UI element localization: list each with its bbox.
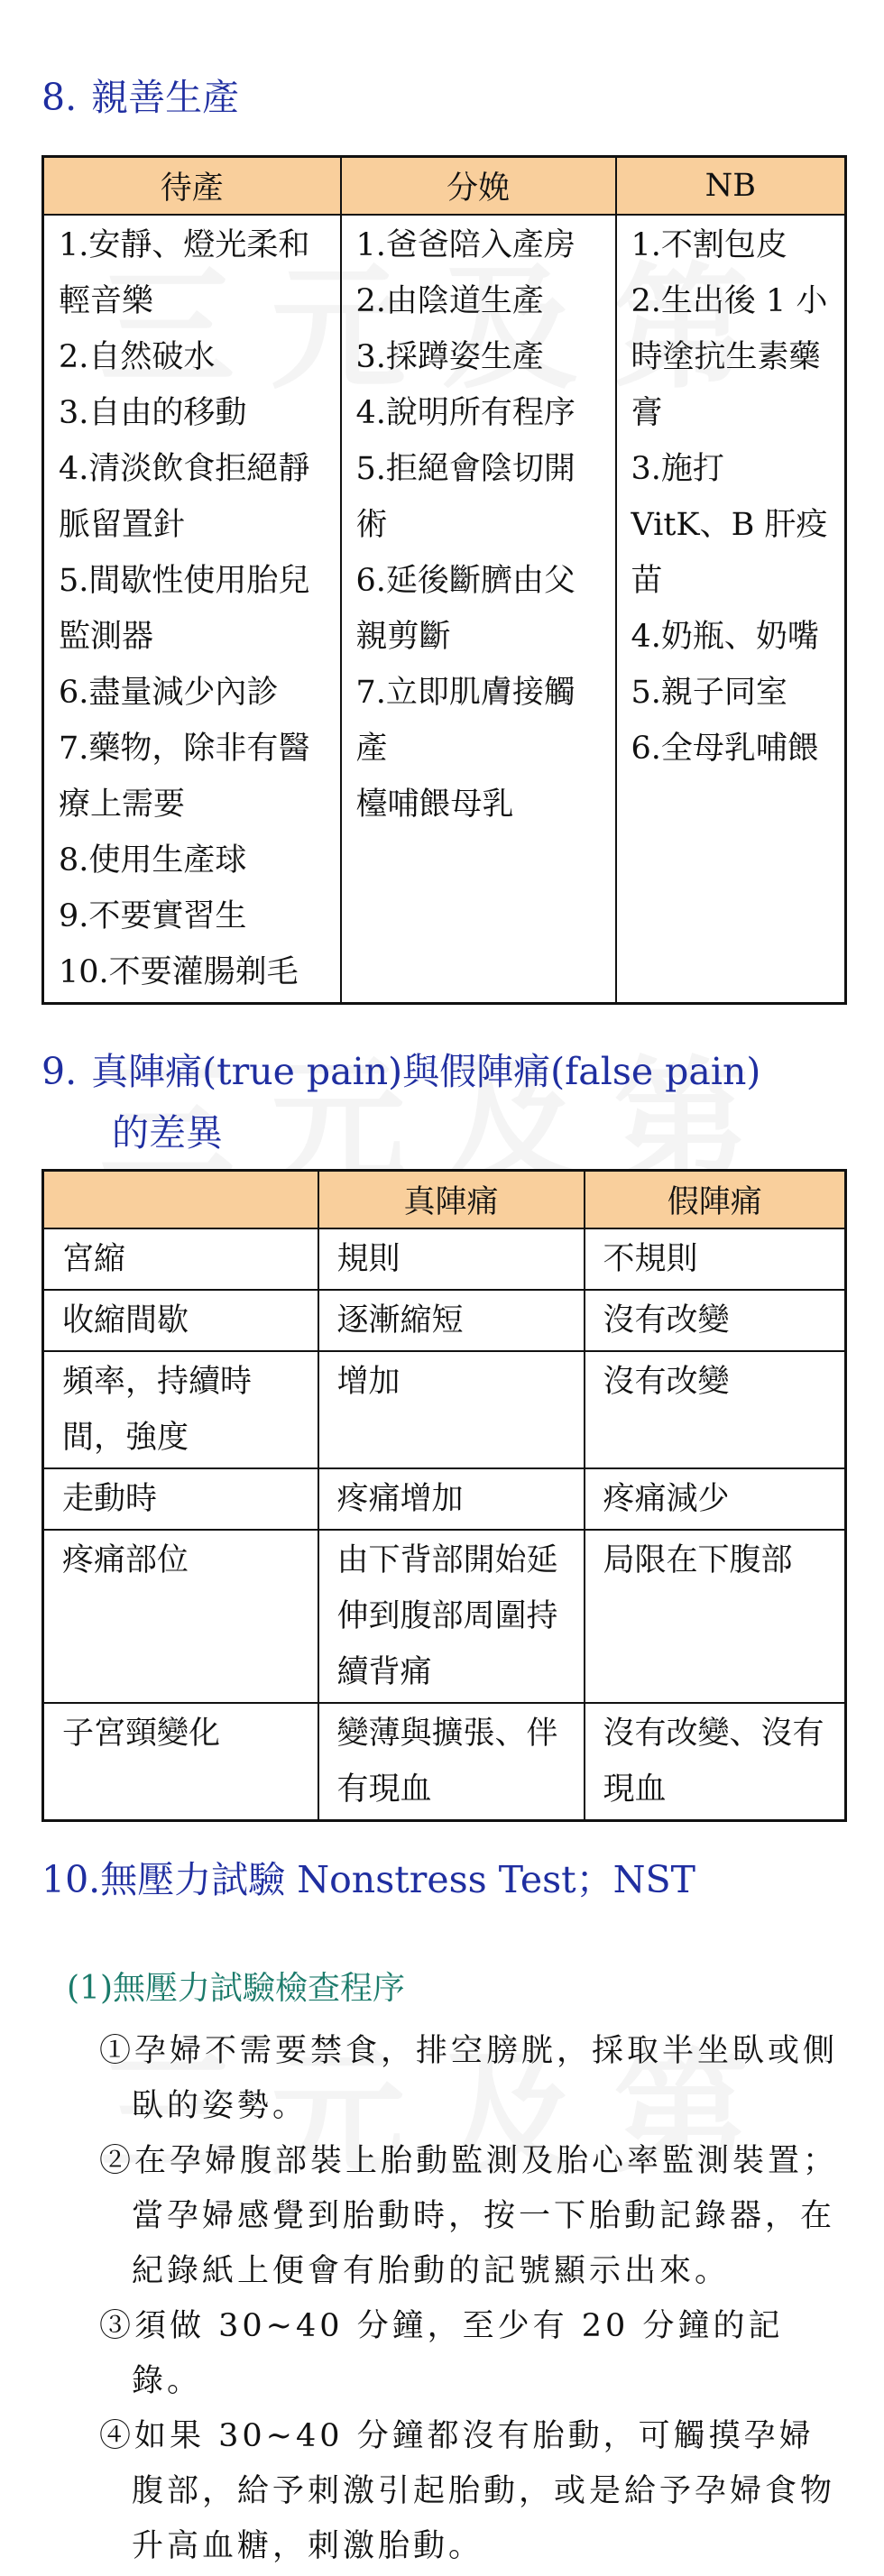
nst-step-item: ③須做 30~40 分鐘，至少有 20 分鐘的記錄。 — [99, 2308, 784, 2399]
list-item: 8.使用生產球 — [59, 842, 247, 879]
section-number: 8. — [41, 76, 78, 119]
list-item: 2.生出後 1 小時塗抗生素藥膏 — [631, 283, 828, 431]
header-true-pain: 真陣痛 — [318, 1171, 585, 1229]
table-row — [43, 1468, 846, 1530]
list-item: 5.拒絕會陰切開術 — [355, 451, 576, 543]
section-title-text: 的差異 — [112, 1111, 223, 1155]
table-row — [43, 1290, 846, 1351]
list-item: 2.由陰道生產 — [355, 283, 544, 319]
section-number: 10. — [41, 1858, 101, 1901]
false-pain-cell: 不規則 — [585, 1228, 846, 1290]
table-row — [43, 1530, 846, 1703]
header-labor: 待產 — [43, 157, 341, 216]
section-title-text: 真陣痛(true pain)與假陣痛(false pain) — [91, 1050, 761, 1093]
nst-procedure-subtitle: (1)無壓力試驗檢查程序 — [67, 1970, 405, 2007]
list-item: 5.間歇性使用胎兒監測器 — [59, 563, 310, 655]
false-pain-cell: 沒有改變 — [585, 1290, 846, 1351]
list-item: 4.奶瓶、奶嘴 — [631, 619, 819, 655]
header-blank — [43, 1171, 318, 1229]
section-title-text: 親善生產 — [91, 76, 240, 119]
natural-birth-table — [41, 155, 847, 1005]
list-item: 5.親子同室 — [631, 675, 787, 711]
list-item: 3.採蹲姿生產 — [355, 339, 544, 375]
list-item: 2.自然破水 — [59, 339, 216, 375]
table-header-row — [43, 1171, 846, 1229]
row-label-cell: 收縮間歇 — [43, 1290, 318, 1351]
list-item: 6.全母乳哺餵 — [631, 731, 819, 767]
row-label-cell: 子宮頸變化 — [43, 1703, 318, 1821]
list-item: 1.爸爸陪入產房 — [355, 227, 576, 263]
true-pain-cell: 由下背部開始延伸到腹部周圍持續背痛 — [318, 1530, 585, 1703]
row-label-cell: 疼痛部位 — [43, 1530, 318, 1703]
true-pain-cell: 逐漸縮短 — [318, 1290, 585, 1351]
false-pain-cell: 沒有改變 — [585, 1351, 846, 1468]
list-item: 6.延後斷臍由父親剪斷 — [355, 563, 576, 655]
row-label-cell: 宮縮 — [43, 1228, 318, 1290]
labor-list — [59, 217, 329, 1000]
nst-step-item: ①孕婦不需要禁食，排空膀胱，採取半坐臥或側臥的姿勢。 — [99, 2033, 839, 2124]
section-9-title — [41, 1050, 761, 1093]
table-body — [43, 1228, 846, 1821]
table-row — [43, 1703, 846, 1821]
false-pain-cell: 疼痛減少 — [585, 1468, 846, 1530]
header-false-pain: 假陣痛 — [585, 1171, 846, 1229]
list-item: 6.盡量減少內診 — [59, 675, 279, 711]
delivery-list — [356, 217, 604, 833]
section-10-title — [41, 1858, 695, 1901]
section-number: 9. — [41, 1050, 78, 1093]
false-pain-cell: 局限在下腹部 — [585, 1530, 846, 1703]
header-delivery: 分娩 — [341, 157, 616, 216]
nst-steps-list — [99, 2024, 841, 2574]
true-pain-cell: 增加 — [318, 1351, 585, 1468]
true-false-labor-table — [41, 1169, 847, 1822]
nst-step-item: ④如果 30~40 分鐘都沒有胎動，可觸摸孕婦腹部，給予刺激引起胎動，或是給予孕婦食物升高血糖，刺激胎動。 — [99, 2418, 836, 2564]
table-row — [43, 1228, 846, 1290]
list-item: 1.不割包皮 — [631, 227, 787, 263]
true-pain-cell: 規則 — [318, 1228, 585, 1290]
true-pain-cell: 變薄與擴張、伴有現血 — [318, 1703, 585, 1821]
list-item: 7.藥物，除非有醫療上需要 — [59, 731, 310, 823]
list-item: 4.清淡飲食拒絕靜脈留置針 — [59, 451, 310, 543]
section-8-title — [41, 76, 240, 119]
nb-column-cell — [616, 215, 846, 1004]
table-row — [43, 215, 846, 1004]
nst-step-item: ②在孕婦腹部裝上胎動監測及胎心率監測裝置；當孕婦感覺到胎動時，按一下胎動記錄器，在紀錄紙上便會有胎動的記號顯示出來。 — [99, 2143, 839, 2289]
section-title-text: 無壓力試驗 Nonstress Test；NST — [100, 1858, 695, 1901]
true-pain-cell: 疼痛增加 — [318, 1468, 585, 1530]
labor-column-cell — [43, 215, 341, 1004]
section-9-title-line2 — [112, 1111, 223, 1155]
row-label-cell: 頻率，持續時間，強度 — [43, 1351, 318, 1468]
list-item: 3.施打 VitK、B 肝疫苗 — [631, 451, 828, 599]
header-nb: NB — [616, 157, 846, 216]
list-item: 檯哺餵母乳 — [355, 787, 514, 823]
list-item: 10.不要灌腸剃毛 — [59, 954, 299, 990]
list-item: 7.立即肌膚接觸產 — [355, 675, 576, 767]
table-row — [43, 1351, 846, 1468]
row-label-cell: 走動時 — [43, 1468, 318, 1530]
list-item: 9.不要實習生 — [59, 898, 247, 934]
delivery-column-cell — [341, 215, 616, 1004]
list-item: 1.安靜、燈光柔和輕音樂 — [59, 227, 310, 319]
list-item: 4.說明所有程序 — [355, 395, 576, 431]
list-item: 3.自由的移動 — [59, 395, 247, 431]
nb-list — [631, 217, 834, 777]
table-header-row — [43, 157, 846, 216]
false-pain-cell: 沒有改變、沒有現血 — [585, 1703, 846, 1821]
